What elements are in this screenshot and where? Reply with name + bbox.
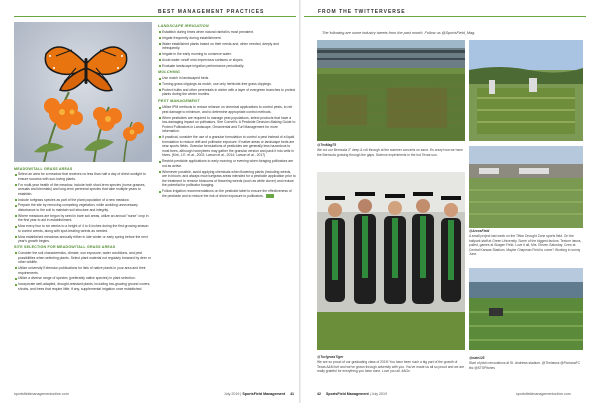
meadow-bullet-7: Mow established meadows annually either in late winter or early spring before the next year's growth begins. [14,235,152,244]
section-heading-pest-management: PEST MANAGEMENT [158,99,200,104]
pest-bullet-1: Utilize IPM methods to reduce reliance on chemical applications to control pests, to net pest damage to minimum, and to determine appropriate control methods. [158,105,296,114]
left-column-1 [14,165,152,293]
twitter-intro: The following are some industry tweets from the past month. Follow us @SportsField_Mag. [322,31,476,35]
section-heading-mulching: MULCHING [158,70,181,75]
section-heading-landscape-irrigation: LANDSCAPE IRRIGATION [158,24,209,28]
folio-left-page-number: 41 [290,392,295,396]
irrigation-bullet-3: Water established plants based on their needs and, when needed, deeply and infrequently. [158,42,296,51]
tweet-1 [317,143,465,157]
tweet-2 [469,229,583,256]
aerial-image [469,40,583,141]
folio-left-magazine: SportsField Management [242,392,286,396]
tweet-4-text: Start of pitch renovations at St. Andrews stadium. @Thelawns @FlorianaFC tbc @STSPitches [469,361,580,370]
site-bullet-1: Consider the soil characteristics, climate, sun exposure, water conditions, and pest possibilities when selecting plants. Select plant material not regularly browsed by deer or other wildlife. [14,251,152,265]
folio-left-date: July 2019 | [224,392,242,396]
tweet-3-text: We are so proud of our graduating class of 2019! You have been such a big part of the growth of Texas A&M turf and we've grown through adversity with you. You've made us all so proud and we are really grateful for everything you have done. Love you all. #AGs [317,360,465,374]
site-bullet-4: Incorporate well-adapted, drought-resistant plants, including low-growing ground covers, shrubs, and trees that require little, if any, supplemental irrigation once established. [14,282,152,291]
site-bullet-2: Utilize university Extension publications for lists of native plants in your area and their requirements. [14,266,152,275]
meadow-bullet-4: Prepare the site by removing competing vegetation, while avoiding unnecessary disturbance to the soil to maintain soil structure and integrity. [14,203,152,212]
renovation-photo [469,146,583,228]
mulching-bullet-2: Turning grass clippings as mulch, use only herbicide-free grass clippings. [158,82,296,87]
folio-right-url: sportsfieldmanagementonline.com [516,392,571,396]
mulching-bullet-1: Use mulch in landscaped beds. [158,76,296,81]
butterfly-image [14,22,152,162]
section-heading-meadow: MEADOW/TALL GRASS AREAS [14,166,73,171]
irrigation-bullet-4: Irrigate in the early morning to conserve water. [158,52,296,57]
tweet-1-text: We cut our Bermuda 2" deep & roll through at the summer concerts on sand. It's crazy how we have the Bermuda growing through the gaps. Science experiments in the hot Texas sun. [317,148,463,157]
pest-bullet-6-text: Follow irrigation recommendations on the pesticide label to ensure the effectiveness of the pesticide and to reduce the risk of direct exposure to pollinators. [162,189,292,198]
folio-right-page-number: 42 [317,392,321,396]
meadow-bullet-3: Include turfgrass species as part of the plant population of a new meadow. [14,198,152,203]
tweet-3 [317,355,465,374]
header-rule-left [14,16,296,17]
pitch-photo [469,268,583,350]
end-of-article-mark [266,194,274,197]
renovation-image [469,146,583,228]
mulching-bullet-3: Protect bulbs and other perennials in winter with a layer of evergreen branches to protect plants during the winter months. [158,88,296,97]
graduates-image [317,172,465,350]
folio-right-date: | July 2019 [369,392,388,396]
meadow-bullet-5: Where meadows are begun by seed in bare soil areas, utilize an annual "nurse" crop in the first year to aid in establishment. [14,214,152,223]
tweet-1-handle[interactable]: @TexMag75 [317,143,337,147]
tweet-4-handle[interactable]: @nate125 [469,356,485,360]
tweet-2-handle[interactable]: @ArcosField [469,229,490,233]
running-head-left: BEST MANAGEMENT PRACTICES [158,9,265,15]
pest-bullet-2: When pesticides are required to manage pest populations, select products that have a low-damaging impact on pollinators. See Cornell's: A Pesticide Decision-Making Guide to Protect Pollinators in Landscape, Ornamental and Turf Management for more information. [158,116,296,134]
pest-bullet-5: Whenever possible, avoid applying chemicals when flowering plants (including weeds, are in bloom, and always mow turfgrass areas intended for a pesticide application prior to the treatment to remove blossoms of flowering weeds (such as white clover) and reduce the potential for pollinator foraging. [158,170,296,188]
irrigation-bullet-5: Avoid water runoff onto impervious surfaces or slopes. [158,58,296,63]
running-head-right: FROM THE TWITTERVERSE [318,9,406,15]
irrigation-bullet-1: Establish during times when natural rainfall is most prevalent. [158,30,296,35]
butterfly-milkweed-photo [14,22,152,162]
graduates-photo [317,172,465,350]
folio-left-url: sportsfieldmanagementonline.com [14,392,69,396]
folio-right-magazine: SportsField Management [326,392,369,396]
meadow-bullet-1: Select an area for a meadow that receives no less than half a day of direct sunlight to ensure success with sun-loving plants. [14,172,152,181]
pitch-image [469,268,583,350]
tweet-3-handle[interactable]: @TurfgrassTiger [317,355,344,359]
aerial-field-photo [469,40,583,141]
irrigation-bullet-6: Evaluate landscape irrigation performance periodically. [158,64,296,69]
pest-bullet-6 [158,189,296,198]
meadow-bullet-2: For multi-year health of the meadow, include both short-term species (nurse grasses, annuals and biennials) and long-term perennial species that take multiple years to establish. [14,183,152,197]
meadow-bullet-6: Mow every four to six weeks to a height of 4 to 6 inches during the first growing season to control weeds, along with spot-treating weeds as needed. [14,224,152,233]
folio-left [224,392,294,396]
section-heading-site-selection: SITE SELECTION FOR MEADOW/TALL GRASS AREAS [14,245,116,250]
irrigation-bullet-2: Irrigate frequently during establishment. [158,36,296,41]
pest-bullet-4: Restrict pesticide applications to early morning or evening when foraging pollinators are not as active. [158,159,296,168]
stadium-field-photo [317,40,465,141]
site-bullet-3: Utilize a diverse range of species (preferably native species) in plant selection. [14,276,152,281]
left-column-2 [158,22,296,200]
stadium-image [317,40,465,141]
folio-right [317,392,387,396]
tweet-2-text: A small project last week on the Tifton Drought Zone sports field. On the ballpark staff at Green University. Some of the biggest factors. Texture lawns, pulled, games at Skagen Field. Love it all, Mrs. Eleven Saturday. Crew at Central Kansas Stadium. Maybe Chapman Field to come? Working in sunny June. [469,234,582,257]
pest-bullet-3: If practical, consider the use of a granular formulation to control a pest instead of a liquid formulation to reduce drift and pollinator exposure. If native areas or landscape beds are near sports fields. Granular formulations of pesticides are generally less hazardous to most bees, although honeybees may gather the granular version and pack it into cells in hives. (Kirk, J.E. et al., 2002; Larson et al., 2014; Larson et al., 2017) [158,135,296,158]
header-rule-right [304,16,586,17]
tweet-4 [469,356,583,370]
